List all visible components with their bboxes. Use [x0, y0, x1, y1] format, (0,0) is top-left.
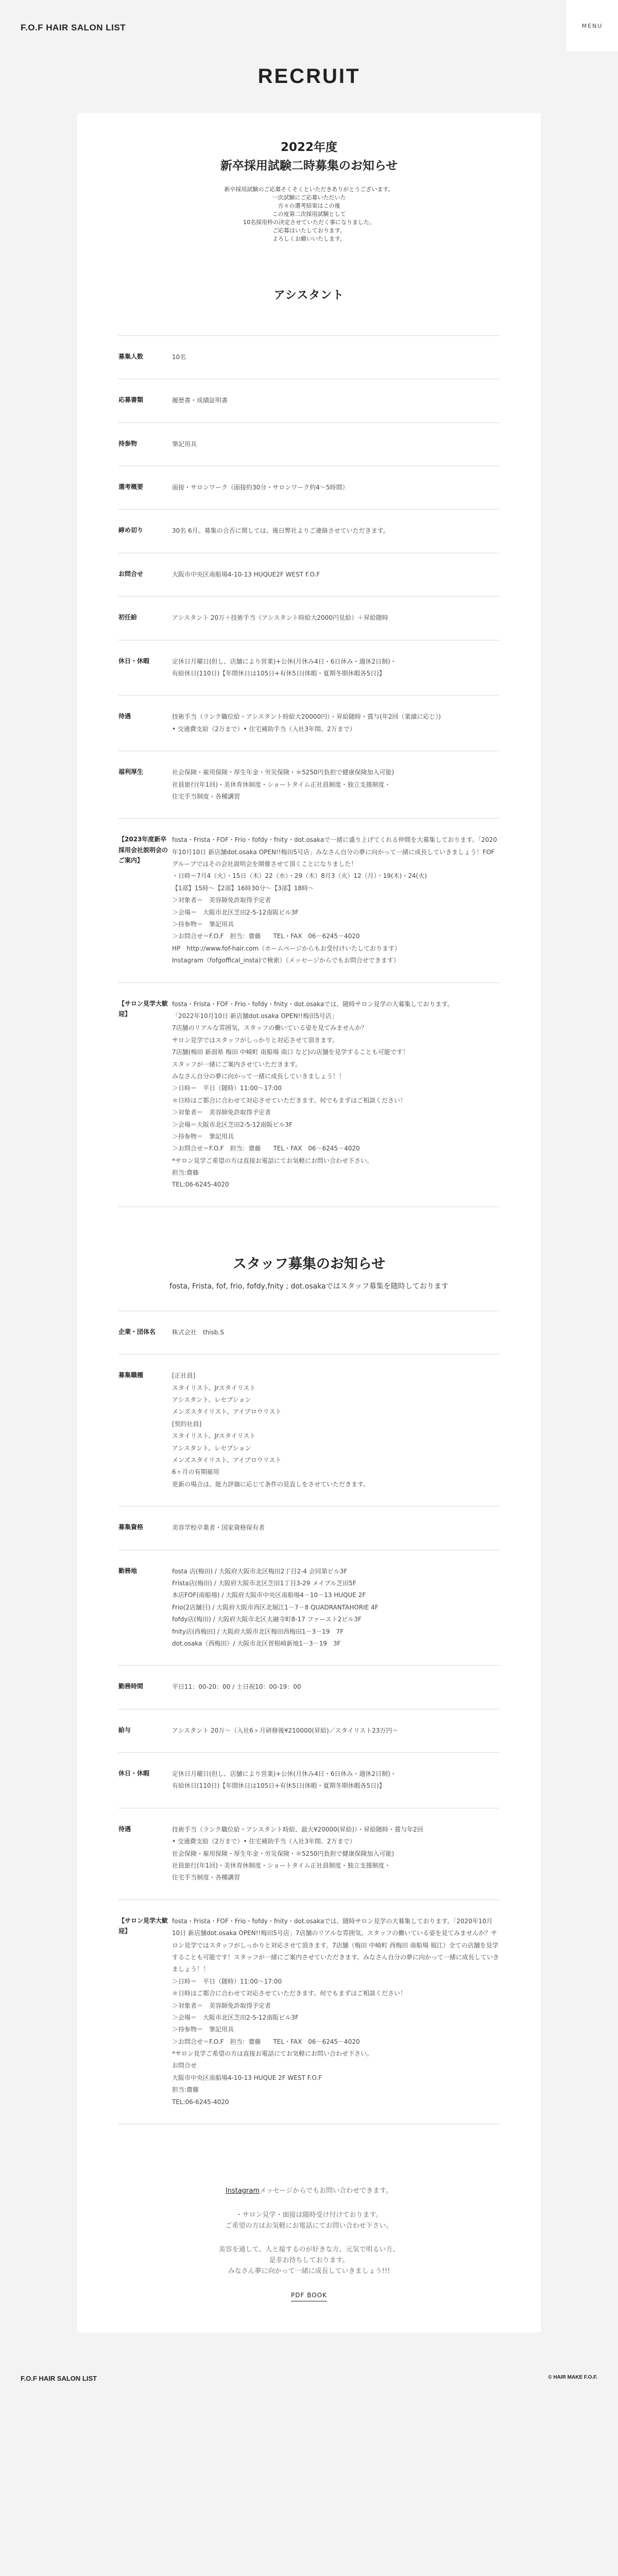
row-value: fosta 店(梅田) / 大阪府大阪市北区梅田2丁目2-4 会同第ビル3F Frista店(梅田) / 大阪府大阪市北区芝田1丁目3-29 メイプル芝田5F 本店FOF(南船場) / 大阪府大阪市中央区南船場4－10－13 HUQUE 2F Frio(2店舗目) / 大阪府大阪市西区北堀江1－7－8 QUADRANTAHORIE 4F fofdy店(梅田) / 大阪府大阪市北区太融寺町8-17 ファースト2ビル3F fnity店(西梅田) / 大阪府大阪市北区梅田西梅田1－3－19 7F dot.osaka（西梅田）/ 大阪市北区曽根崎新地1－3－19 3F [172, 1567, 379, 1647]
recruit-card [77, 113, 541, 2332]
row-label: 待遇 [118, 1825, 131, 1833]
table-row [118, 1709, 500, 1753]
table-row [118, 1354, 500, 1506]
row-label: 募集人数 [118, 352, 144, 360]
row-label: 【サロン見学大歓迎】 [118, 1917, 168, 1935]
instagram-link[interactable]: Instagram [225, 2187, 260, 2195]
row-label: 【2023年度新卒採用会社説明会のご案内】 [118, 836, 168, 865]
copyright: © HAIR MAKE F.O.F. [548, 2375, 597, 2381]
row-value: 30名 6月。募集の合否に関しては、後日弊社よりご連絡させていただきます。 [172, 527, 389, 535]
row-label: 企業・団体名 [118, 1328, 156, 1335]
row-label: 募集資格 [118, 1523, 144, 1531]
assistant-heading: アシスタント [273, 289, 345, 302]
row-value: 平日11：00-20：00 / 土日祝10：00-19：00 [172, 1683, 301, 1691]
table-row [118, 983, 500, 1207]
table-row [118, 1753, 500, 1808]
row-label: 福利厚生 [118, 768, 144, 776]
assistant-table [118, 335, 500, 1207]
row-label: 【サロン見学大歓迎】 [118, 999, 168, 1018]
footer-notes [118, 2186, 500, 2301]
row-value: 社会保険・雇用保険・厚生年金・労災保険・＊5250円負担で健康保険加入可能) 社員旅行(年1回)・美休育休制度・ショートタイム正社員制度・独立支援制度・ 住宅手当制度・各種講習 [172, 769, 394, 800]
table-row [118, 423, 500, 466]
row-label: 締め切り [118, 527, 144, 534]
row-value: アシスタント 20万＋技術手当（アシスタント時給大2000円見給）＋昇給随時 [172, 614, 388, 622]
row-value: 面接・サロンワーク（面接約30分・サロンワーク約4〜5時間） [172, 484, 349, 492]
table-row [118, 597, 500, 640]
staff-heading: スタッフ募集のお知らせ [232, 1256, 386, 1272]
table-row [118, 379, 500, 422]
row-value: 筆記用具 [172, 440, 197, 448]
row-label: 勤務時間 [118, 1683, 144, 1690]
staff-subheading: fosta, Frista, fof, frio, fofdy,fnity ; dot.osakaではスタッフ募集を随時しております [169, 1282, 449, 1291]
row-label: 給与 [118, 1726, 131, 1734]
table-row [118, 1900, 500, 2124]
row-value: 美容学校卒業者・国家資格保有者 [172, 1524, 265, 1532]
table-row [118, 1550, 500, 1666]
footer [0, 2332, 618, 2410]
row-value: fosta・Frista・FOF・Frio・fofdy・fnity・dot.osakaで一緒に盛り上げてくれる仲間を大募集しております。「2020年10月10日 新店舗dot.osaka OPEN!!梅田5号店」みなさん自分の夢に向かって一緒に成長していきましょう！FOFグループではその会社説明会を開催させて頂くことになりました！ ・日時＝7月4（火）・15日（木）22（水）・29（木）8月3（火）12（月）・19(木)・24(火) 【1部】15時〜【2部】16時30分〜【3部】18時〜 ＞対象者＝ 美容師免許取得予定者 ＞会場＝ 大阪市北区芝田2-5-12南阪ビル3F ＞持参物＝ 筆記用具 ＞お問合せ＝F.O.F 担当：齋藤 TEL・FAX 06－6245－4020 HP http://www.fof-hair.com（ホームページからもお受付けいたしております） Instagram（fofgoffical_insta)で検索）（メッセージからでもお問合せできます） [172, 836, 497, 964]
row-label: 待遇 [118, 713, 131, 720]
welcome-note: 美容を通して、人と接するのが好きな方、元気で明るい方、 是非お待ちしております。 みなさん夢に向かって一緒に成長していきましょう!!! [218, 2246, 400, 2276]
instagram-suffix: メッセージからでもお問い合わせできます。 [260, 2187, 393, 2195]
row-value: 履歴書・成績証明書 [172, 397, 228, 404]
table-row [118, 466, 500, 510]
row-value: fosta・Frista・FOF・Frio・fofdy・fnity・dot.osakaでは、随時サロン見学の大募集しております。 「2022年10月10日 新店舗dot.osaka OPEN!!梅田5号店」 7店舗のリアルな雰囲気、スタッフの働いている姿を見てみませんか？ サロン見学ではスタッフがしっかりと対応させて頂きます。 7店舗(梅田 新潟県 梅田 中崎町 南船場 南口 など)の店舗を見学することも可能です！ スタッフが一緒にご案内させていただきます。 みなさん自分の夢に向かって一緒に成長していきましょう！！ ＞日時＝ 平日（随時）11:00〜17:00 ＊日時はご都合に合わせて対応させていただきます。何でもまずはご相談ください！ ＞対象者＝ 美容師免許取得予定者 ＞会場＝大阪市北区芝田2-5-12南阪ビル3F ＞持参物＝ 筆記用具 ＞お問合せ＝F.O.F 担当：齋藤 TEL・FAX 06－6245－4020 *サロン見学ご希望の方は直接お電話にてお気軽にお問い合わせ下さい。 担当:齋藤 TEL:06-6245-4020 [172, 1000, 454, 1189]
table-row [118, 640, 500, 696]
row-label: 休日・休暇 [118, 1770, 150, 1777]
row-label: 持参物 [118, 439, 138, 447]
menu-button[interactable]: MENU [566, 0, 618, 52]
table-row [118, 510, 500, 553]
row-value: 10名 [172, 353, 186, 361]
row-value: アシスタント 20万～（入社6ヶ月研修後¥210000(昇給)／スタイリスト23万円～ [172, 1726, 399, 1734]
table-row [118, 819, 500, 982]
row-value: 定休日月曜日(但し、店舗により営業)+公休(月休み4日・6日休み・週休2日制)・ 有給休日(110日)【年間休日は105日+有休5日(体暇・夏期冬期休暇各5日)】 [172, 657, 397, 677]
row-label: 休日・休暇 [118, 657, 150, 665]
table-row [118, 1506, 500, 1550]
notice-body: 新卒採用試験のご応募そくそくといただきありがとうございます。 一次試験にご応募いただいた 方々の選考結果はこの後 この度第二次採用試験として 10名採用枠の決定させていただく事になりました。 ご応募はいたしております。 よろしくお願いいたします。 [224, 186, 394, 242]
page-title: RECRUIT [258, 65, 360, 88]
pdf-book-link[interactable]: PDF BOOK [291, 2291, 327, 2301]
row-value: 定休日月曜日(但し、店舗により営業)+公休(月休み4日・6日休み・週休2日制)・ 有給休日(110日)【年間休日は105日+有休5日(体暇・夏期冬期休暇各5日)】 [172, 1770, 397, 1790]
table-row [118, 1808, 500, 1900]
table-row [118, 553, 500, 597]
row-value: [正社員] スタイリスト、Jrスタイリスト アシスタント、レセプション メンズスタイリスト、アイブロウリスト [契約社員] スタイリスト、Jrスタイリスト アシスタント、レセプション メンズスタイリスト、アイブロウリスト 6ヶ月の有期雇用 更新の場合は、能力評価に応じて条件の見直しをさせていただきます。 [172, 1372, 370, 1488]
staff-table [118, 1311, 500, 2124]
table-row [118, 336, 500, 379]
instagram-note [118, 2186, 500, 2197]
site-title[interactable]: F.O.F HAIR SALON LIST [21, 23, 126, 32]
row-label: 初任給 [118, 614, 138, 621]
row-value: fosta・Frista・FOF・Frio・fofdy・fnity・dot.osakaでは、随時サロン見学の大募集しております。「2020年10月10日 新店舗dot.osaka OPEN!!梅田5号店」7店舗のリアルな雰囲気、スタッフの働いている姿を見てみませんか？サロン見学ではスタッフがしっかりと対応させて頂きます。7店舗（梅田 中崎町 西梅田 南船場 堀江）全ての店舗を見学することも可能です！スタッフが一緒にご案内させていただきます。みなさん自分の夢に向かって一緒に成長していきましょう！！ ＞日時＝ 平日（随時）11:00〜17:00 ＊日時はご都合に合わせて対応させていただきます。何でもまずはご相談ください！ ＞対象者＝ 美容師免許取得予定者 ＞会場＝ 大阪市北区芝田2-5-12南阪ビル3F ＞持参物＝ 筆記用具 ＞お問合せ＝F.O.F 担当：齋藤 TEL・FAX 06－6245－4020 *サロン見学ご希望の方は直接お電話にてお気軽にお問い合わせ下さい。 お問合せ 大阪市中央区南船場4-10-13 HUQUE 2F WEST F.O.F 担当:齋藤 TEL:06-6245-4020 [172, 1917, 500, 2106]
visit-note: ・サロン見学・面接は随時受け付けております。 ご希望の方はお気軽にお電話にてお問い合わせ下さい。 [225, 2211, 393, 2230]
row-label: 募集職種 [118, 1371, 144, 1379]
notice-title: 2022年度 新卒採用試験二時募集のお知らせ [220, 141, 398, 173]
row-label: 応募書類 [118, 396, 144, 404]
footer-site-title[interactable]: F.O.F HAIR SALON LIST [21, 2375, 97, 2383]
row-label: 選考概要 [118, 483, 144, 491]
table-row [118, 696, 500, 751]
table-row [118, 1666, 500, 1709]
row-value: 株式会社 thisb.S [172, 1328, 224, 1336]
table-row [118, 751, 500, 819]
row-value: 技術手当（ランク職位給・アシスタント時給、最大¥20000(昇給)）・昇給随時・賞与年2回 • 交通費支給（2万まで）• 住宅補助手当（入社3年間、2万まで） 社会保険・雇用保険・厚生年金・労災保険・＊5250円負担で健康保険加入可能) 社員旅行(年1回)・美休育休制度・ショートタイム正社員制度・独立支援制度・ 住宅手当制度・各種講習 [172, 1825, 423, 1882]
row-label: 勤務地 [118, 1567, 138, 1574]
row-value: 大阪市中央区南船場4-10-13 HUQUE2F WEST F.O.F [172, 570, 320, 578]
row-value: 技術手当（ランク職位給・アシスタント時給大20000円）・昇給随時・賞与(年2回（業績に応じ）) • 交通費支給（2万まで）• 住宅補助手当（入社3年間、2万まで） [172, 713, 441, 733]
top-bar [0, 0, 618, 57]
row-label: お問合せ [118, 570, 144, 578]
table-row [118, 1311, 500, 1354]
